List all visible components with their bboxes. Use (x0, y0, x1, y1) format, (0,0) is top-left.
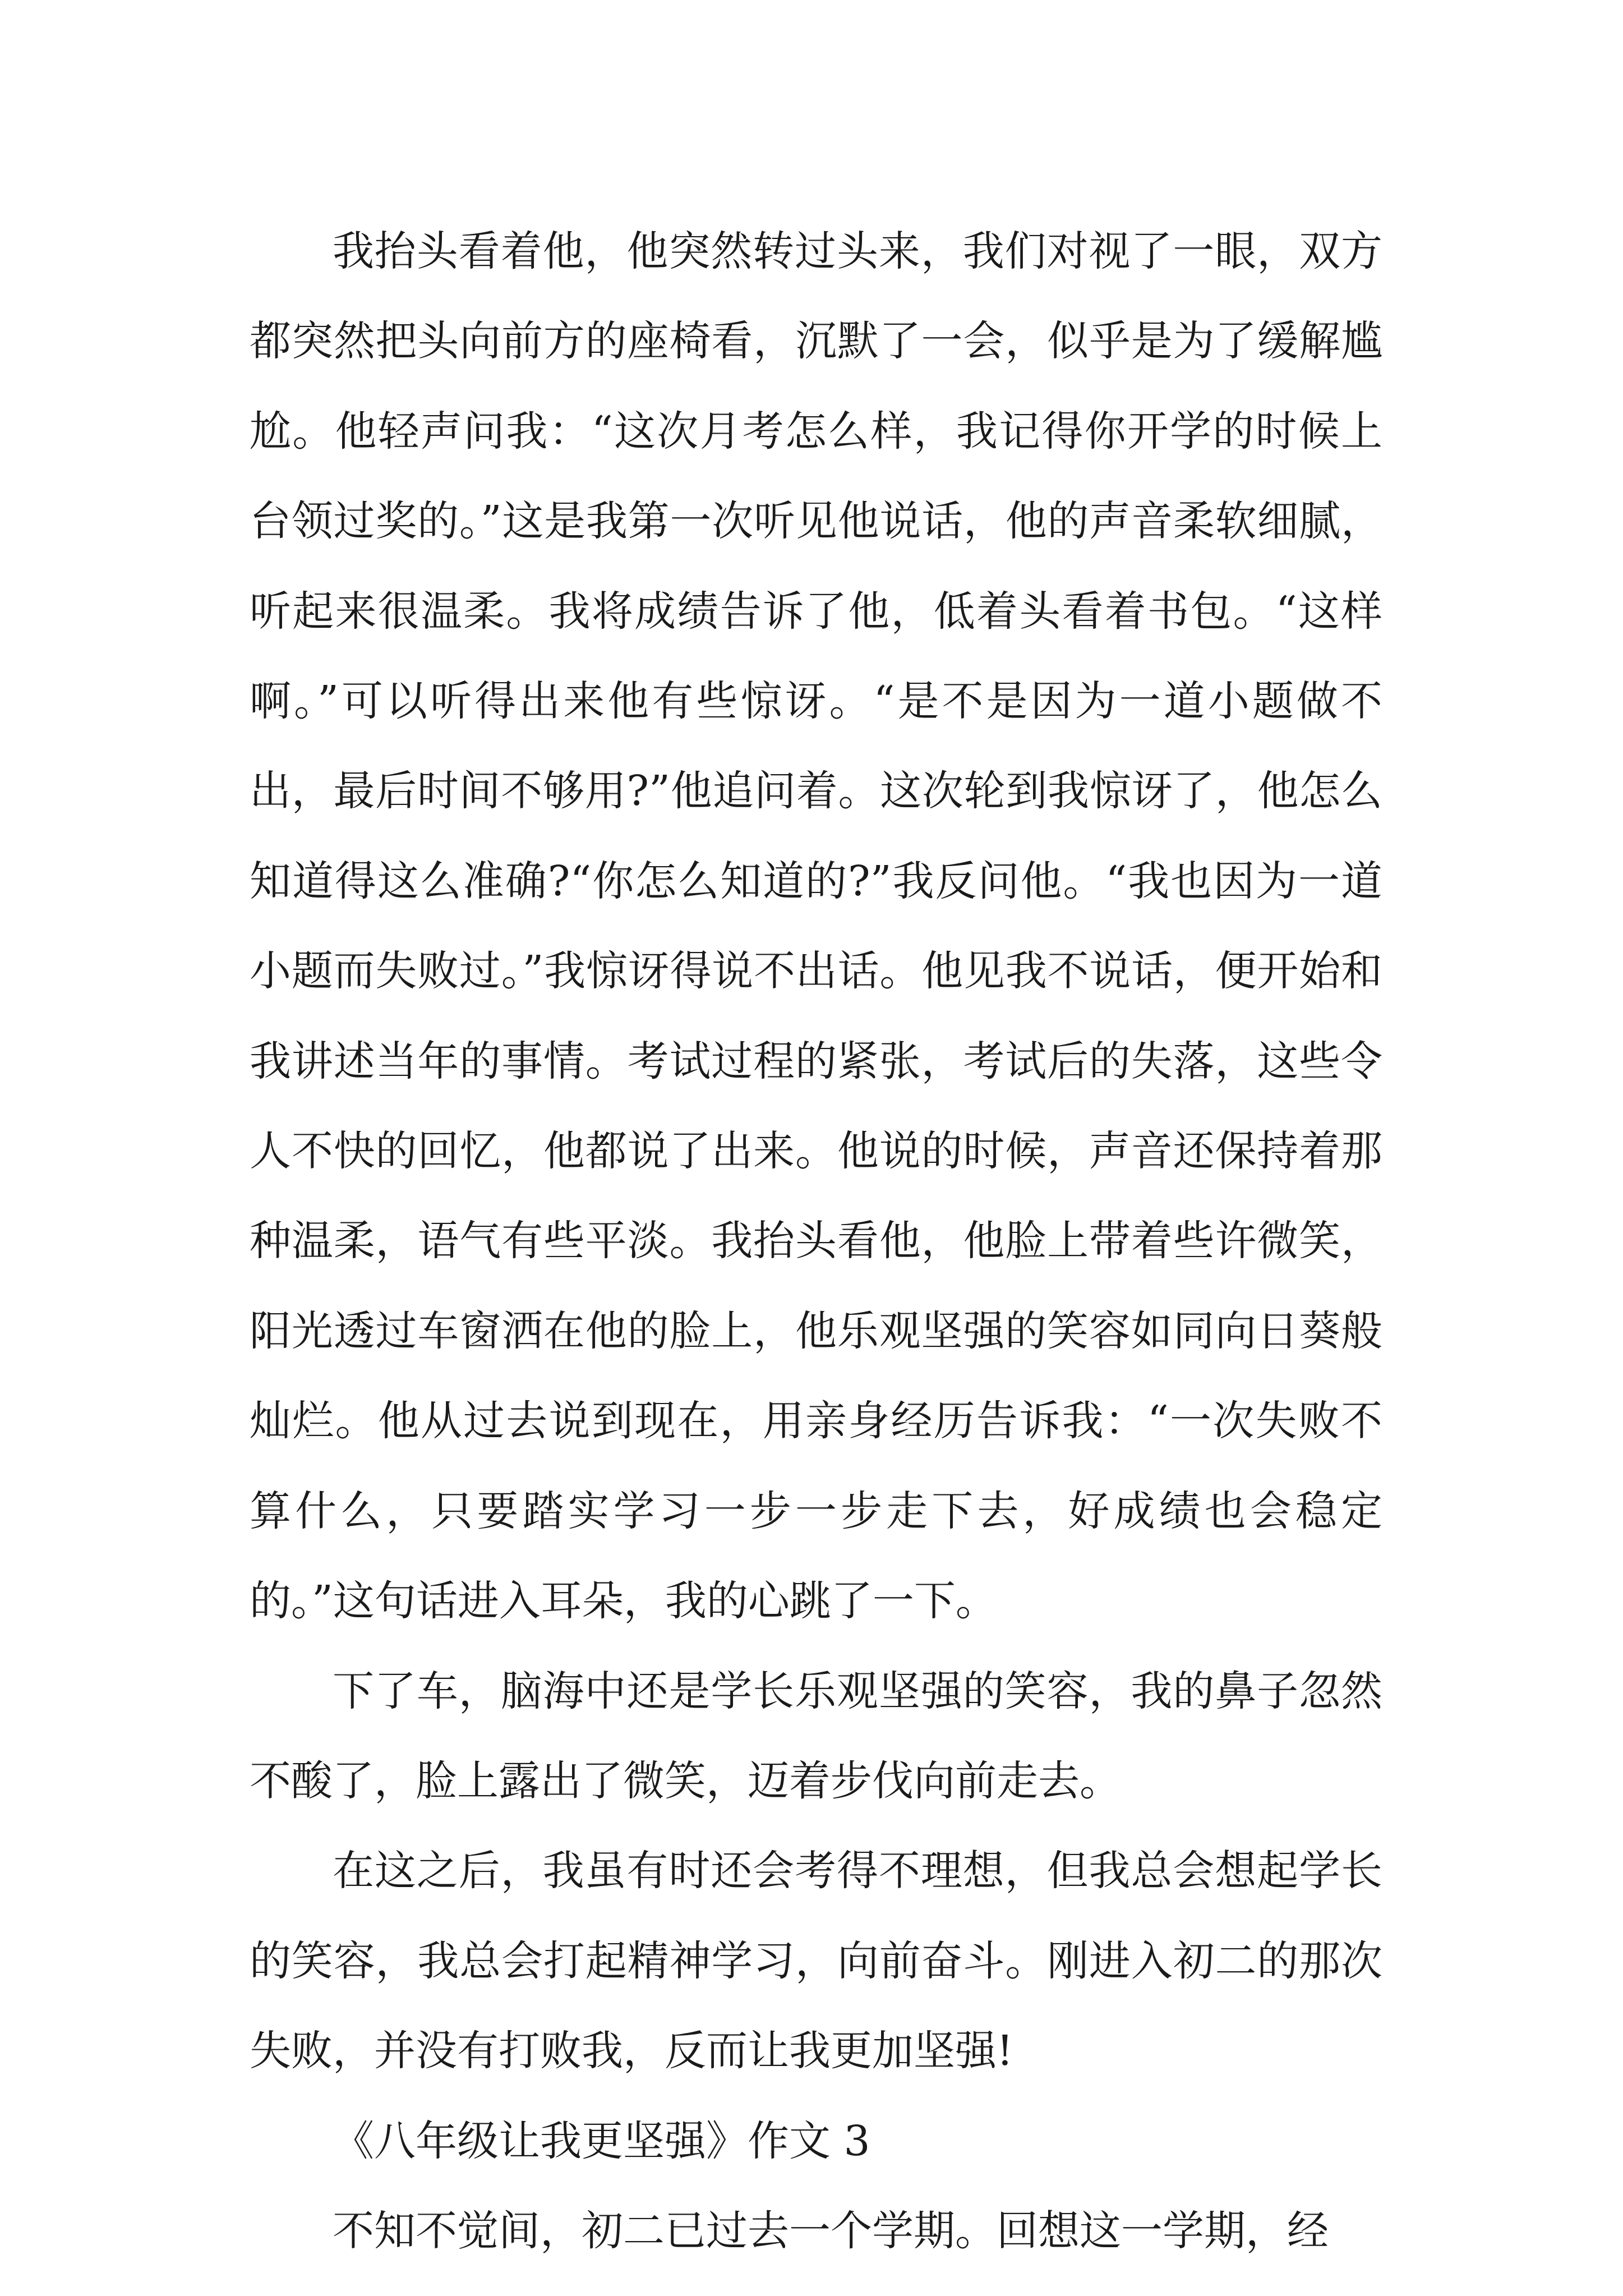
essay-heading: 《八年级让我更坚强》作文 3 (333, 2116, 870, 2165)
paragraph-2: 下了车，脑海中还是学长乐观坚强的笑容，我的鼻子忽然不酸了，脸上露出了微笑，迈着步伐向前走去。 (250, 1667, 1382, 1805)
paragraph-1: 我抬头看着他，他突然转过头来，我们对视了一眼，双方都突然把头向前方的座椅看，沉默了一会，似乎是为了缓解尴尬。他轻声问我：“这次月考怎么样，我记得你开学的时候上台领过奖的。”这是我第一次听见他说话，他的声音柔软细腻，听起来很温柔。我将成绩告诉了他，低着头看着书包。“这样啊。”可以听得出来他有些惊讶。“是不是因为一道小题做不出，最后时间不够用?”他追问着。这次轮到我惊讶了，他怎么知道得这么准确?“你怎么知道的?”我反问他。“我也因为一道小题而失败过。”我惊讶得说不出话。他见我不说话，便开始和我讲述当年的事情。考试过程的紧张，考试后的失落，这些令人不快的回忆，他都说了出来。他说的时候，声音还保持着那种温柔，语气有些平淡。我抬头看他，他脸上带着些许微笑，阳光透过车窗洒在他的脸上，他乐观坚强的笑容如同向日葵般灿烂。他从过去说到现在，用亲身经历告诉我：“一次失败不算什么，只要踏实学习一步一步走下去，好成绩也会稳定的。”这句话进入耳朵，我的心跳了一下。 (250, 227, 1382, 1626)
document-body (250, 206, 1382, 2276)
paragraph-4: 不知不觉间，初二已过去一个学期。回想这一学期，经 (333, 2206, 1329, 2255)
paragraph-3: 在这之后，我虽有时还会考得不理想，但我总会想起学长的笑容，我总会打起精神学习，向前奋斗。刚进入初二的那次失败，并没有打败我，反而让我更加坚强! (250, 1847, 1382, 2076)
